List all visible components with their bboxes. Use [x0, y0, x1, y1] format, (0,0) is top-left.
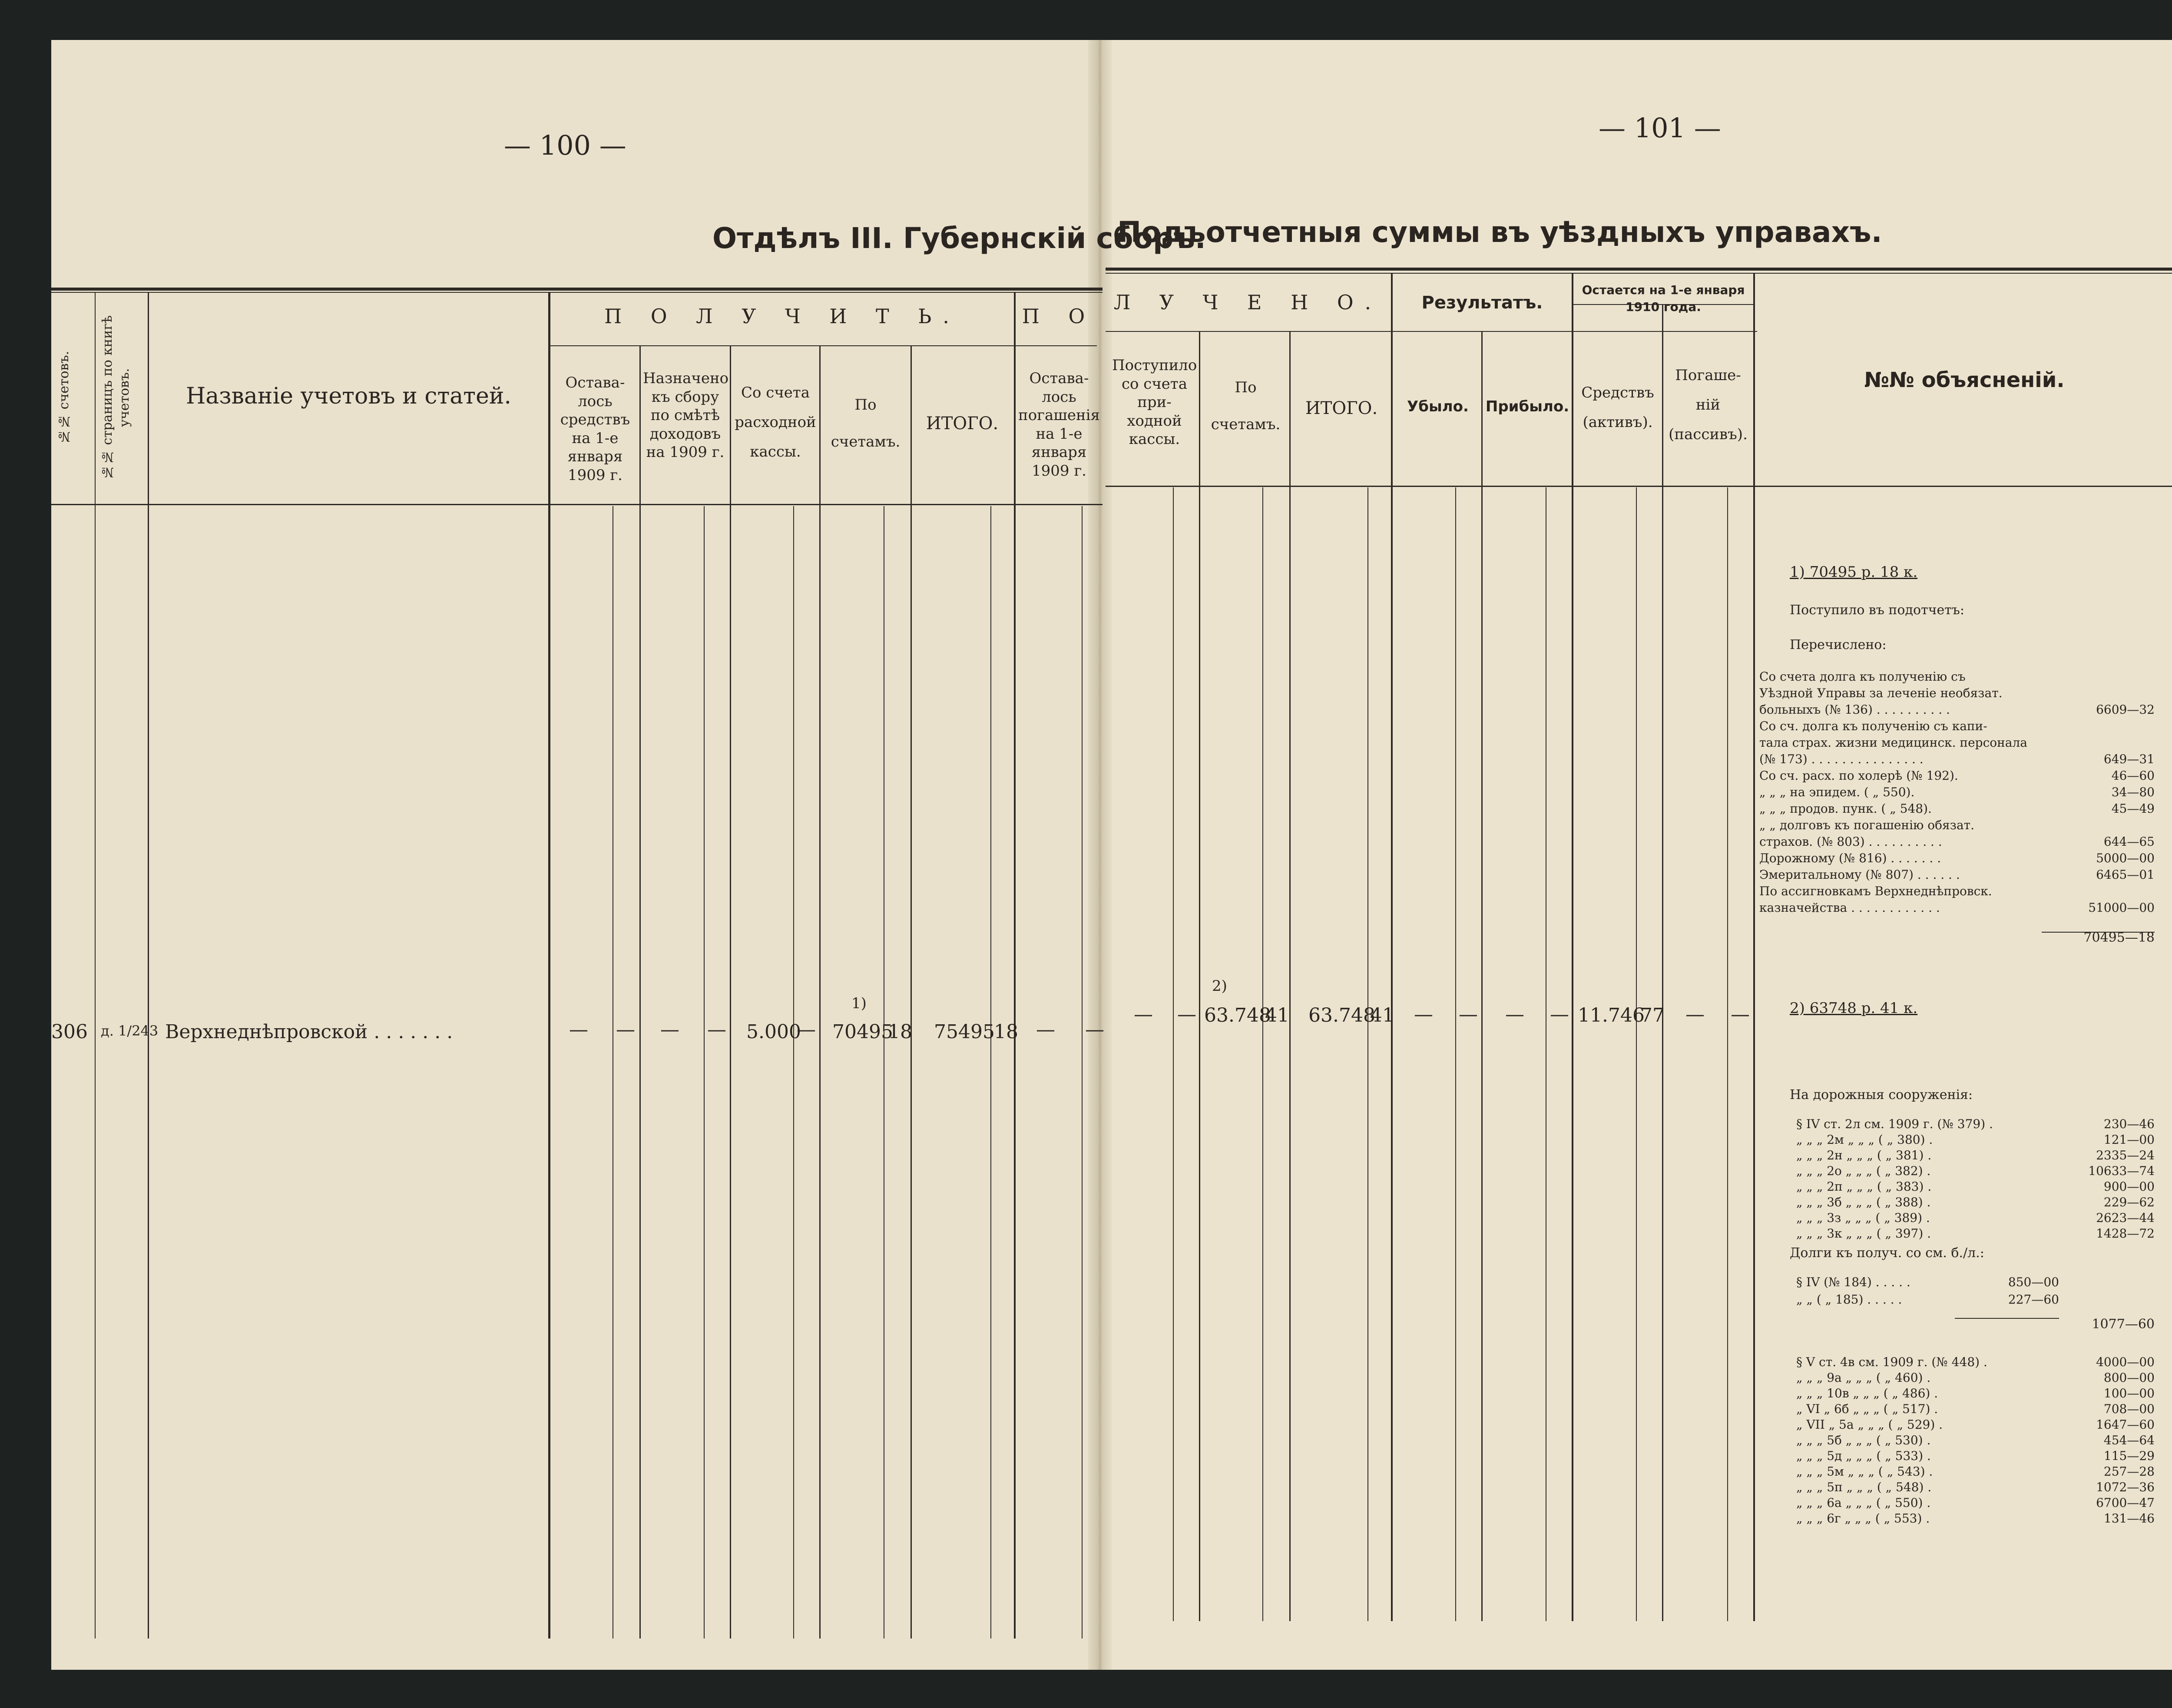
group-rule — [1106, 331, 1757, 332]
note-item-amount: 45—49 — [2111, 801, 2155, 816]
header-bottom-rule — [51, 504, 1103, 505]
note-item-text: По ассигновкамъ Верхнеднѣпровск. — [1759, 884, 1992, 898]
table-top-rule-thin — [1106, 273, 2172, 274]
note2-heading: 2) 63748 р. 41 к. — [1790, 1000, 1918, 1017]
note-item-amount: 227—60 — [2008, 1292, 2059, 1307]
column-rule — [1014, 292, 1016, 1638]
note-item-amount: 2335—24 — [2096, 1148, 2155, 1162]
note-item-text: § IV (№ 184) . . . . . — [1796, 1275, 1910, 1289]
note-item-text: Со счета долга къ полученію съ — [1759, 669, 1966, 684]
row-note-marker: 1) — [851, 995, 867, 1012]
row-total-kop-right: 41 — [1370, 1004, 1394, 1026]
column-rule — [548, 292, 550, 1638]
dash: — — [1459, 1003, 1478, 1026]
row-cash-value: 5.000 — [746, 1021, 801, 1043]
note-item-amount: 115—29 — [2103, 1449, 2155, 1463]
note-item-text: „ „ „ 3б „ „ „ ( „ 388) . — [1796, 1195, 1931, 1209]
note-item-text: § IV ст. 2л см. 1909 г. (№ 379) . — [1796, 1117, 1993, 1131]
column-rule — [1391, 273, 1393, 1621]
note-item-amount: 51000—00 — [2088, 900, 2155, 915]
dash: — — [616, 1019, 635, 1041]
note-item-text: „ „ „ 6а „ „ „ ( „ 550) . — [1796, 1496, 1931, 1510]
note-item-amount: 34—80 — [2111, 785, 2155, 799]
row-accounts-kop-right: 41 — [1265, 1004, 1289, 1026]
header-group-received: Л У Ч Е Н О. — [1113, 291, 1383, 314]
book-gutter — [1088, 40, 1112, 1670]
note1-line2: Перечислено: — [1790, 637, 1887, 652]
note-item-text: Эмеритальному (№ 807) . . . . . . — [1759, 867, 1960, 882]
header-accounts-no: №№ счетовъ. — [56, 351, 72, 444]
note-item-text: „ „ „ 2м „ „ „ ( „ 380) . — [1796, 1132, 1933, 1147]
note-item-amount: 5000—00 — [2096, 851, 2155, 865]
header-bottom-rule — [1106, 486, 2172, 487]
note-item-text: „ „ долговъ къ погашенію обязат. — [1759, 818, 1975, 832]
header-cash: Со счета расходной кассы. — [735, 384, 816, 460]
note-item-amount: 121—00 — [2103, 1132, 2155, 1147]
note-item-amount: 900—00 — [2103, 1179, 2155, 1194]
note-item-text: „ „ ( „ 185) . . . . . — [1796, 1292, 1902, 1307]
dash: — — [1177, 1003, 1196, 1026]
note-item-text: „ „ „ 2о „ „ „ ( „ 382) . — [1796, 1164, 1931, 1178]
column-rule — [1481, 331, 1483, 1621]
row-total-kop: 18 — [994, 1021, 1018, 1043]
dash: — — [569, 1019, 588, 1041]
kop-rule — [1082, 506, 1083, 1638]
dash: — — [1134, 1003, 1153, 1026]
row-total-value-right: 63.748 — [1308, 1004, 1375, 1026]
kop-rule — [1455, 487, 1456, 1621]
note-item-amount: 454—64 — [2103, 1433, 2155, 1447]
note-item-text: „ „ „ 2п „ „ „ ( „ 383) . — [1796, 1179, 1932, 1194]
column-rule — [1753, 273, 1755, 1621]
dash: — — [660, 1019, 679, 1041]
column-rule — [95, 292, 96, 1638]
note-item-text: „ „ „ 3к „ „ „ ( „ 397) . — [1796, 1226, 1931, 1241]
note-item-text: „ „ „ 5д „ „ „ ( „ 533) . — [1796, 1449, 1931, 1463]
row-name: Верхнеднѣпровской . . . . . . . — [165, 1021, 453, 1043]
note-item-text: „ „ „ 5б „ „ „ ( „ 530) . — [1796, 1433, 1931, 1447]
note-item-text: страхов. (№ 803) . . . . . . . . . . — [1759, 834, 1942, 849]
note-item-amount: 644—65 — [2103, 834, 2155, 849]
dash: — — [1550, 1003, 1569, 1026]
header-loss: Убыло. — [1407, 398, 1469, 415]
row-assets-kop: 77 — [1640, 1004, 1665, 1026]
dash: — — [1685, 1003, 1705, 1026]
note-item-amount: 131—46 — [2103, 1511, 2155, 1526]
row-page-ref: д. 1/243 — [101, 1023, 159, 1039]
header-by-accounts: По счетамъ. — [1211, 379, 1281, 433]
row-accounts-kop: 18 — [888, 1021, 912, 1043]
note-item-amount: 1647—60 — [2096, 1417, 2155, 1432]
note-item-amount: 229—62 — [2103, 1195, 2155, 1209]
header-assets: Средствъ (активъ). — [1581, 384, 1654, 431]
note-item-amount: 1072—36 — [2096, 1480, 2155, 1494]
note-item-amount: 10633—74 — [2088, 1164, 2155, 1178]
header-remaining: Остава-лось средствъ на 1-е января 1909 г. — [560, 374, 630, 484]
note-item-text: тала страх. жизни медицинск. персонала — [1759, 735, 2027, 750]
row-note-marker-right: 2) — [1212, 977, 1227, 995]
header-total: ИТОГО. — [926, 414, 999, 434]
note2-line1: На дорожныя сооруженія: — [1790, 1087, 1973, 1102]
note-item-amount: 649—31 — [2103, 752, 2155, 766]
note-item-text: Дорожному (№ 816) . . . . . . . — [1759, 851, 1941, 865]
note-item-text: „ „ „ продов. пунк. ( „ 548). — [1759, 801, 1932, 816]
note1-total: 70495—18 — [2083, 930, 2155, 945]
table-top-rule — [51, 288, 1103, 291]
note-item-amount: 6609—32 — [2096, 702, 2155, 717]
row-account-no: 306 — [51, 1021, 88, 1043]
note-item-text: „ „ „ 5м „ „ „ ( „ 543) . — [1796, 1464, 1933, 1479]
dash: — — [1085, 1019, 1104, 1041]
note-item-amount: 850—00 — [2008, 1275, 2059, 1289]
note1-heading: 1) 70495 р. 18 к. — [1790, 563, 1918, 581]
note-item-amount: 100—00 — [2103, 1386, 2155, 1400]
note-item-text: „ VI „ 6б „ „ „ ( „ 517) . — [1796, 1402, 1938, 1416]
note-item-text: „ VII „ 5а „ „ „ ( „ 529) . — [1796, 1417, 1943, 1432]
note-item-text: „ „ „ 9а „ „ „ ( „ 460) . — [1796, 1370, 1931, 1385]
page-number-left: — 100 — — [504, 129, 626, 161]
header-from-cash: Поступило со счета при-ходной кассы. — [1112, 357, 1197, 448]
kop-rule — [1262, 487, 1263, 1621]
note1-line1: Поступило въ подотчетъ: — [1790, 602, 1964, 618]
note-item-amount: 230—46 — [2103, 1117, 2155, 1131]
dash: — — [797, 1019, 816, 1041]
column-rule — [1199, 331, 1200, 1621]
note-item-text: „ „ „ 2н „ „ „ ( „ 381) . — [1796, 1148, 1932, 1162]
left-page — [51, 40, 1103, 1670]
note-item-text: § V ст. 4в см. 1909 г. (№ 448) . — [1796, 1355, 1987, 1369]
dash: — — [1036, 1019, 1055, 1041]
header-total-right: ИТОГО. — [1305, 398, 1378, 418]
kop-rule — [1727, 487, 1728, 1621]
header-group-remains: Остается на 1-е января 1910 года. — [1582, 283, 1745, 314]
kop-rule — [704, 506, 705, 1638]
note-item-text: Со сч. расх. по холерѣ (№ 192). — [1759, 768, 1958, 783]
column-rule — [1662, 304, 1663, 1621]
dash: — — [1731, 1003, 1750, 1026]
note-item-text: „ „ „ 3з „ „ „ ( „ 389) . — [1796, 1211, 1930, 1225]
note-item-amount: 1428—72 — [2096, 1226, 2155, 1241]
note-item-amount: 257—28 — [2103, 1464, 2155, 1479]
header-pages-no: №№ страницъ по книгѣ учетовъ. — [100, 315, 132, 480]
note-item-amount: 6700—47 — [2096, 1496, 2155, 1510]
note2-line2: Долги къ получ. со см. б./л.: — [1790, 1245, 1984, 1261]
header-liab: Погаше-ній (пассивъ). — [1669, 367, 1748, 443]
note-item-amount: 800—00 — [2103, 1370, 2155, 1385]
note-item-amount: 2623—44 — [2096, 1211, 2155, 1225]
row-accounts-value-right: 63.748 — [1204, 1004, 1271, 1026]
row-assets-value: 11.746 — [1578, 1004, 1645, 1026]
page-title-left: Отдѣлъ III. Губернскій сборъ. — [712, 222, 1206, 255]
note-item-amount: 4000—00 — [2096, 1355, 2155, 1369]
note-item-text: (№ 173) . . . . . . . . . . . . . . . — [1759, 752, 1924, 766]
header-group-receive: П О Л У Ч И Т Ь. — [604, 305, 960, 328]
note-item-amount: 6465—01 — [2096, 867, 2155, 882]
header-group-result: Результатъ. — [1421, 293, 1543, 313]
table-top-rule-thin — [51, 292, 1103, 293]
kop-rule — [990, 506, 991, 1638]
note-item-amount: 708—00 — [2103, 1402, 2155, 1416]
header-group-cut: П О — [1022, 305, 1096, 328]
header-remaining-repay: Остава-лось погашенія на 1-е января 1909 г. — [1018, 370, 1100, 480]
column-rule — [1289, 331, 1291, 1621]
header-accounts: По счетамъ. — [831, 396, 901, 450]
row-accounts-value: 70495 — [832, 1021, 893, 1043]
note-item-text: „ „ „ 6г „ „ „ ( „ 553) . — [1796, 1511, 1930, 1526]
dash: — — [1505, 1003, 1524, 1026]
note-item-text: „ „ „ на эпидем. ( „ 550). — [1759, 785, 1915, 799]
note-item-text: „ „ „ 10в „ „ „ ( „ 486) . — [1796, 1386, 1938, 1400]
note-item-text: Уѣздной Управы за леченіе необязат. — [1759, 686, 2003, 700]
column-rule — [148, 292, 149, 1638]
kop-rule — [793, 506, 794, 1638]
header-gain: Прибыло. — [1485, 398, 1569, 415]
column-rule — [819, 345, 821, 1638]
kop-rule — [1367, 487, 1368, 1621]
page-title-right: Подъотчетныя суммы въ уѣздныхъ управахъ. — [1117, 215, 1882, 249]
dash: — — [707, 1019, 726, 1041]
row-total-value: 75495 — [934, 1021, 995, 1043]
note-item-text: „ „ „ 5п „ „ „ ( „ 548) . — [1796, 1480, 1932, 1494]
kop-rule — [1636, 487, 1637, 1621]
note2-subtotal: 1077—60 — [2092, 1317, 2155, 1332]
note-item-amount: 46—60 — [2111, 768, 2155, 783]
note-item-text: казначейства . . . . . . . . . . . . — [1759, 900, 1940, 915]
table-top-rule — [1106, 268, 2172, 271]
note-item-text: больныхъ (№ 136) . . . . . . . . . . — [1759, 702, 1950, 717]
header-explanations: №№ объясненій. — [1864, 368, 2065, 392]
column-rule — [1572, 273, 1573, 1621]
header-assigned: Назначено къ сбору по смѣтѣ доходовъ на 1909 г. — [643, 370, 729, 461]
kop-rule — [1173, 487, 1174, 1621]
header-name: Названіе учетовъ и статей. — [185, 383, 512, 409]
column-rule — [639, 345, 641, 1638]
dash: — — [1414, 1003, 1433, 1026]
column-rule — [730, 345, 731, 1638]
page-number-right: — 101 — — [1599, 112, 1721, 144]
column-rule — [911, 345, 912, 1638]
note-item-text: Со сч. долга къ полученію съ капи- — [1759, 719, 1987, 733]
